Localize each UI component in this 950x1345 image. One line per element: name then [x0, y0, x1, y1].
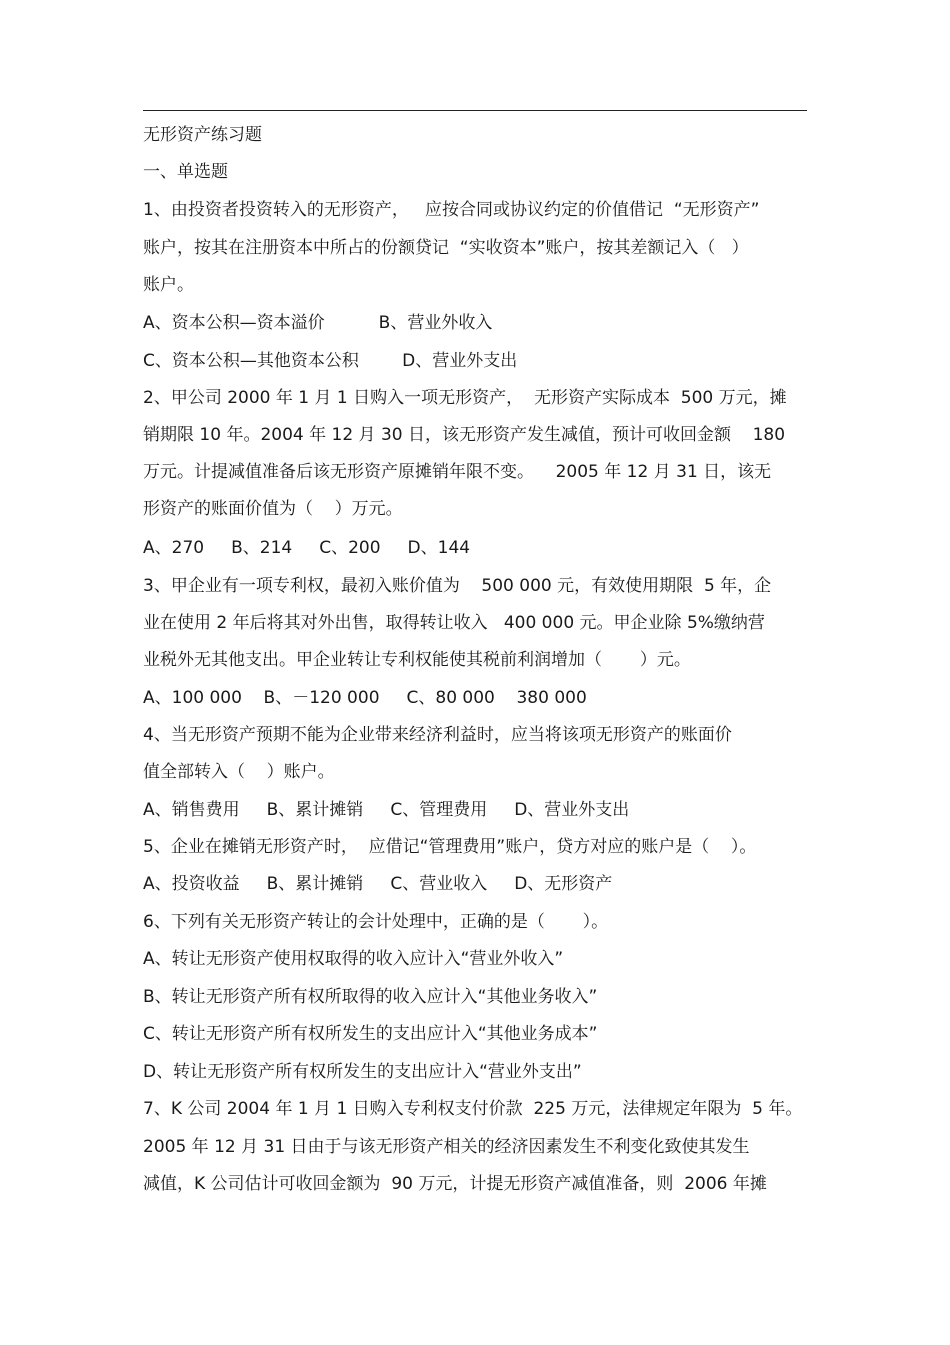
- text-line: 万元。计提减值准备后该无形资产原摊销年限不变。 2005 年 12 月 31 日，该无: [143, 462, 772, 482]
- text-line: 账户。: [143, 275, 194, 295]
- section-heading: 一、单选题: [143, 162, 228, 182]
- text-line: 形资产的账面价值为（ ）万元。: [143, 499, 403, 519]
- option-line: A、转让无形资产使用权取得的收入应计入“营业外收入”: [143, 949, 564, 969]
- text-line: 账户，按其在注册资本中所占的份额贷记 “实收资本”账户，按其差额记入（ ）: [143, 238, 749, 258]
- option-line: B、转让无形资产所有权所取得的收入应计入“其他业务收入”: [143, 987, 598, 1007]
- text-line: 2005 年 12 月 31 日由于与该无形资产相关的经济因素发生不利变化致使其发生: [143, 1137, 750, 1157]
- header-rule: [143, 110, 807, 111]
- text-line: 1、由投资者投资转入的无形资产， 应按合同或协议约定的价值借记 “无形资产”: [143, 200, 760, 220]
- text-line: 销期限 10 年。2004 年 12 月 30 日，该无形资产发生减值，预计可收回金额 180: [143, 425, 786, 445]
- option-line: D、转让无形资产所有权所发生的支出应计入“营业外支出”: [143, 1062, 582, 1082]
- text-line: 业税外无其他支出。甲企业转让专利权能使其税前利润增加（ ）元。: [143, 650, 691, 670]
- option-line: A、资本公积—资本溢价 B、营业外收入: [143, 313, 493, 333]
- text-line: 4、当无形资产预期不能为企业带来经济利益时，应当将该项无形资产的账面价: [143, 725, 732, 745]
- text-line: 减值，K 公司估计可收回金额为 90 万元，计提无形资产减值准备，则 2006 年摊: [143, 1174, 767, 1194]
- text-line: 2、甲公司 2000 年 1 月 1 日购入一项无形资产， 无形资产实际成本 500 万元，摊: [143, 388, 787, 408]
- option-line: C、转让无形资产所有权所发生的支出应计入“其他业务成本”: [143, 1024, 598, 1044]
- document-title: 无形资产练习题: [143, 125, 262, 145]
- option-line: A、100 000 B、－120 000 C、80 000 380 000: [143, 688, 587, 708]
- option-line: A、270 B、214 C、200 D、144: [143, 538, 471, 558]
- text-line: 7、K 公司 2004 年 1 月 1 日购入专利权支付价款 225 万元，法律规定年限为 5 年。: [143, 1099, 803, 1119]
- text-line: 3、甲企业有一项专利权，最初入账价值为 500 000 元，有效使用期限 5 年，企: [143, 576, 772, 596]
- text-line: 业在使用 2 年后将其对外出售，取得转让收入 400 000 元。甲企业除 5%缴纳营: [143, 613, 765, 633]
- option-line: A、投资收益 B、累计摊销 C、营业收入 D、无形资产: [143, 874, 613, 894]
- option-line: A、销售费用 B、累计摊销 C、管理费用 D、营业外支出: [143, 800, 630, 820]
- option-line: C、资本公积—其他资本公积 D、营业外支出: [143, 351, 518, 371]
- text-line: 6、下列有关无形资产转让的会计处理中，正确的是（ ）。: [143, 912, 609, 932]
- text-line: 5、企业在摊销无形资产时， 应借记“管理费用”账户，贷方对应的账户是（ ）。: [143, 837, 757, 857]
- text-line: 值全部转入（ ）账户。: [143, 762, 335, 782]
